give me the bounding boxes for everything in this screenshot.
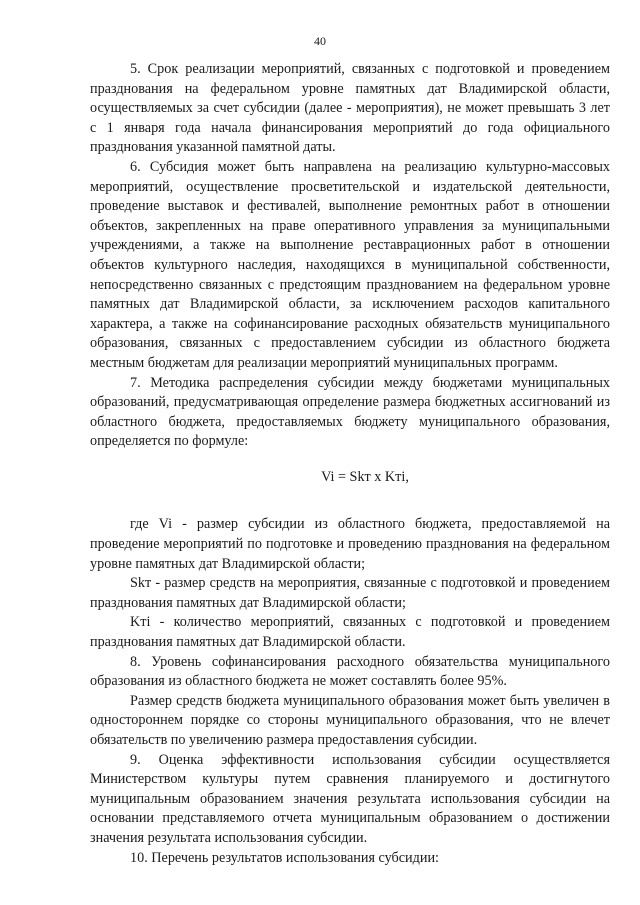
formula bbox=[90, 468, 610, 488]
definition-skt: Skт - размер средств на мероприятия, связанные с подготовкой и проведением празднования памятных дат Владимирской области; bbox=[90, 575, 610, 611]
paragraph-8: 8. Уровень софинансирования расходного обязательства муниципального образования из областного бюджета не может составлять более 95%. bbox=[90, 653, 610, 690]
paragraph-5: 5. Срок реализации мероприятий, связанных с подготовкой и проведением празднования на федеральном уровне памятных дат Владимирской области, осуществляемых за счет субсидии (далее - мероприятия), не может превышать 3 лет с 1 января года начала финансирования мероприятий до года официального празднования указанной памятной даты. bbox=[90, 61, 610, 156]
definition-vi: где Vi - размер субсидии из областного бюджета, предоставляемой на проведение мероприятий по подготовке и проведению празднования на федеральном уровне памятных дат Владимирской области; bbox=[90, 516, 610, 572]
paragraph-8-continued: Размер средств бюджета муниципального образования может быть увеличен в одностороннем порядке со стороны муниципального образования, что не влечет обязательств по увеличению размера предоставления субсидии. bbox=[90, 692, 610, 748]
definition-kti: Kтi - количество мероприятий, связанных с подготовкой и проведением празднования памятных дат Владимирской области. bbox=[90, 614, 610, 651]
paragraph-10: 10. Перечень результатов использования субсидии: bbox=[130, 849, 439, 866]
paragraph-7: 7. Методика распределения субсидии между бюджетами муниципальных образований, предусматривающая определение размера бюджетных ассигнований из областного бюджета, предоставляемых бюджету муниципального образования, определяется по формуле: bbox=[90, 374, 610, 450]
paragraph-9: 9. Оценка эффективности использования субсидии осуществляется Министерством культуры путем сравнения планируемого и достигнутого муниципальным образованием значения результата использования субсидии на основании представляемого отчета муниципальным образованием о достижении значения результата использования субсидии. bbox=[90, 751, 610, 846]
formula-text: Vi = Skт x Kтi, bbox=[321, 468, 409, 485]
paragraph-6: 6. Субсидия может быть направлена на реализацию культурно-массовых мероприятий, осуществление просветительской и издательской деятельности, проведение выставок и фестивалей, выполнение ремонтных работ в отношении объектов, закрепленных на праве оперативного управления за муниципальными учреждениями, а также на выполнение реставрационных работ в отношении объектов культурного наследия, находящихся в муниципальной собственности, непосредственно связанных с предстоящим празднованием на федеральном уровне памятных дат Владимирской области, за исключением расходов капитального характера, а также на софинансирование расходных обязательств муниципального образования, связанных с предоставлением субсидии из областного бюджета местным бюджетам для реализации мероприятий муниципальных программ. bbox=[90, 158, 610, 371]
document-body bbox=[90, 60, 610, 868]
page-number: 40 bbox=[314, 34, 326, 48]
